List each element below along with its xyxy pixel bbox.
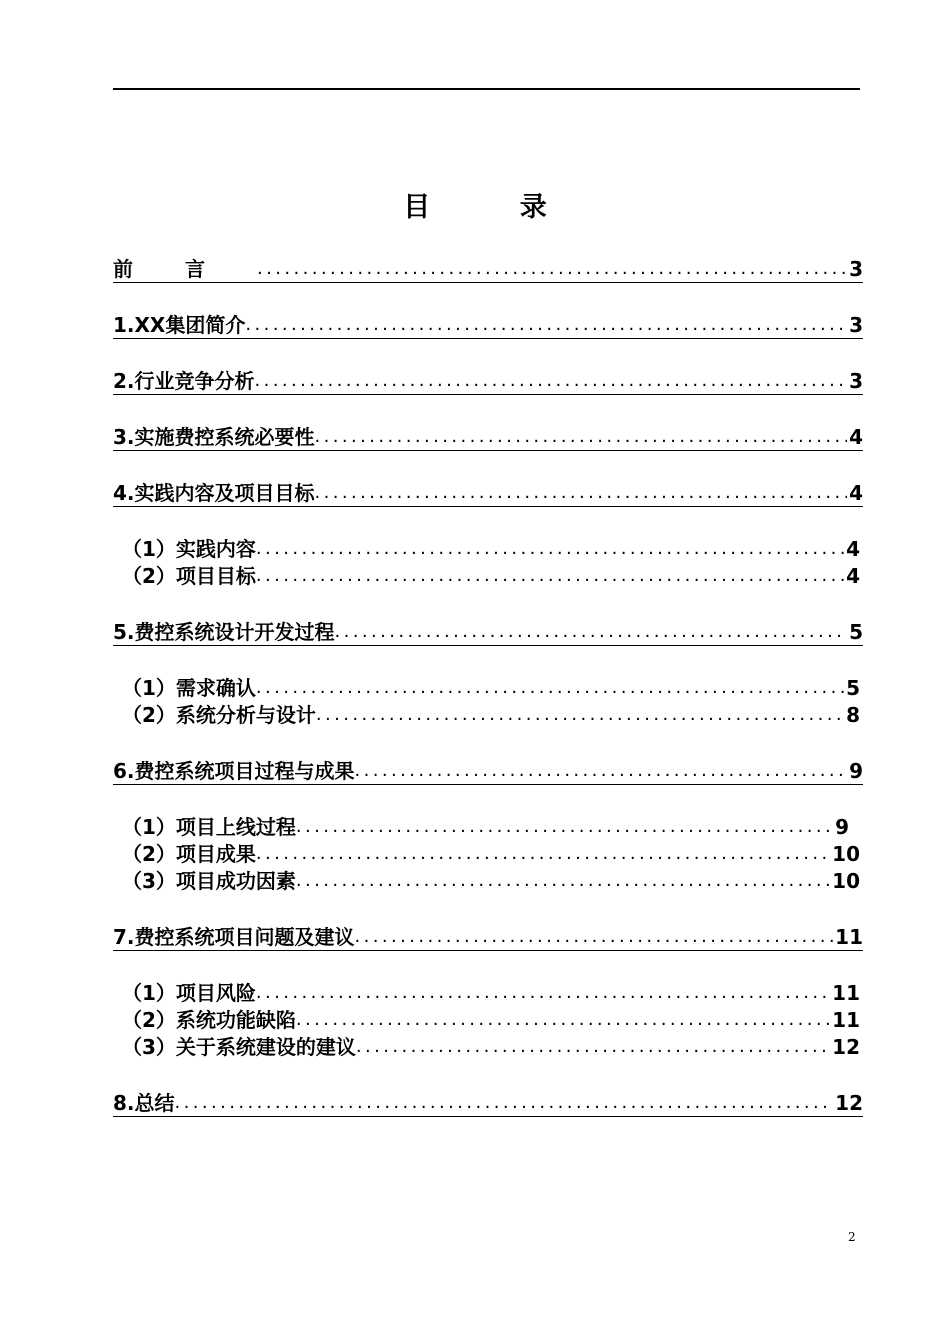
toc-entry-label: （1）实践内容 — [122, 537, 256, 561]
toc-entry-7-2[interactable] — [122, 1007, 860, 1033]
toc-entry-4-2[interactable] — [122, 563, 860, 589]
toc-entry-page: 4 — [849, 481, 863, 505]
toc-entry-label: 4.实践内容及项目目标 — [113, 481, 315, 505]
toc-leader-dots — [316, 702, 844, 728]
toc-entry-6-3[interactable] — [122, 868, 860, 894]
toc-entry-7-3[interactable] — [122, 1034, 860, 1060]
toc-leader-dots — [255, 368, 848, 394]
toc-entry-label: （2）项目目标 — [122, 564, 256, 588]
toc-leader-dots — [256, 563, 844, 589]
toc-leader-dots — [355, 758, 848, 784]
header-rule — [113, 88, 860, 90]
page-number: 2 — [848, 1230, 856, 1244]
toc-entry-label: 7.费控系统项目问题及建议 — [113, 925, 355, 949]
toc-entry-2[interactable] — [113, 368, 863, 395]
toc-leader-dots — [315, 424, 848, 450]
toc-entry-label: （1）需求确认 — [122, 676, 256, 700]
toc-entry-page: 8 — [846, 703, 860, 727]
toc-entry-page: 12 — [832, 1035, 860, 1059]
toc-entry-5[interactable] — [113, 619, 863, 646]
toc-entry-label: 1.XX集团简介 — [113, 313, 246, 337]
toc-entry-page: 4 — [846, 564, 860, 588]
toc-leader-dots — [245, 312, 847, 338]
toc-entry-page: 11 — [835, 925, 863, 949]
toc-entry-page: 3 — [849, 257, 863, 281]
toc-entry-page: 11 — [832, 1008, 860, 1032]
toc-leader-dots — [296, 1007, 830, 1033]
toc-entry-page: 5 — [849, 620, 863, 644]
toc-leader-dots — [355, 924, 834, 950]
toc-leader-dots — [175, 1090, 834, 1116]
toc-entry-page: 9 — [849, 759, 863, 783]
toc-entry-6-2[interactable] — [122, 841, 860, 867]
toc-entry-page: 11 — [832, 981, 860, 1005]
toc-entry-page: 3 — [849, 369, 863, 393]
toc-entry-preface[interactable] — [113, 256, 863, 283]
toc-entry-4[interactable] — [113, 480, 863, 507]
toc-entry-label: （1）项目上线过程 — [122, 815, 296, 839]
toc-entry-3[interactable] — [113, 424, 863, 451]
toc-leader-dots — [256, 841, 830, 867]
toc-leader-dots — [256, 536, 844, 562]
toc-entry-label: （2）系统分析与设计 — [122, 703, 316, 727]
toc-entry-page: 5 — [846, 676, 860, 700]
toc-entry-label: （3）项目成功因素 — [122, 869, 296, 893]
toc-leader-dots — [296, 868, 830, 894]
toc-leader-dots — [335, 619, 848, 645]
toc-entry-label: （2）系统功能缺陷 — [122, 1008, 296, 1032]
toc-title: 目 录 — [403, 192, 587, 223]
toc-entry-7-1[interactable] — [122, 980, 860, 1006]
toc-entry-5-1[interactable] — [122, 675, 860, 701]
toc-entry-6[interactable] — [113, 758, 863, 785]
toc-entry-page: 10 — [832, 869, 860, 893]
toc-entry-label: （2）项目成果 — [122, 842, 256, 866]
toc-entry-5-2[interactable] — [122, 702, 860, 728]
toc-entry-1[interactable] — [113, 312, 863, 339]
toc-entry-page: 4 — [846, 537, 860, 561]
toc-leader-dots — [257, 256, 847, 282]
toc-entry-page: 12 — [835, 1091, 863, 1115]
toc-entry-label: （3）关于系统建设的建议 — [122, 1035, 356, 1059]
toc-leader-dots — [296, 814, 833, 840]
toc-leader-dots — [256, 675, 844, 701]
toc-entry-page: 3 — [849, 313, 863, 337]
toc-leader-dots — [315, 480, 848, 506]
toc-entry-page: 9 — [835, 815, 849, 839]
toc-entry-label: 前言 — [113, 257, 257, 281]
toc-leader-dots — [356, 1034, 830, 1060]
toc-entry-8[interactable] — [113, 1090, 863, 1117]
toc-entry-label: 3.实施费控系统必要性 — [113, 425, 315, 449]
toc-entry-label: 2.行业竞争分析 — [113, 369, 255, 393]
toc-entry-label: 5.费控系统设计开发过程 — [113, 620, 335, 644]
toc-entry-label: 6.费控系统项目过程与成果 — [113, 759, 355, 783]
toc-entry-page: 4 — [849, 425, 863, 449]
toc-entry-7[interactable] — [113, 924, 863, 951]
toc-entry-6-1[interactable] — [122, 814, 849, 840]
toc-entry-label: 8.总结 — [113, 1091, 175, 1115]
toc-entry-page: 10 — [832, 842, 860, 866]
toc-leader-dots — [256, 980, 830, 1006]
toc-entry-4-1[interactable] — [122, 536, 860, 562]
toc-entry-label: （1）项目风险 — [122, 981, 256, 1005]
